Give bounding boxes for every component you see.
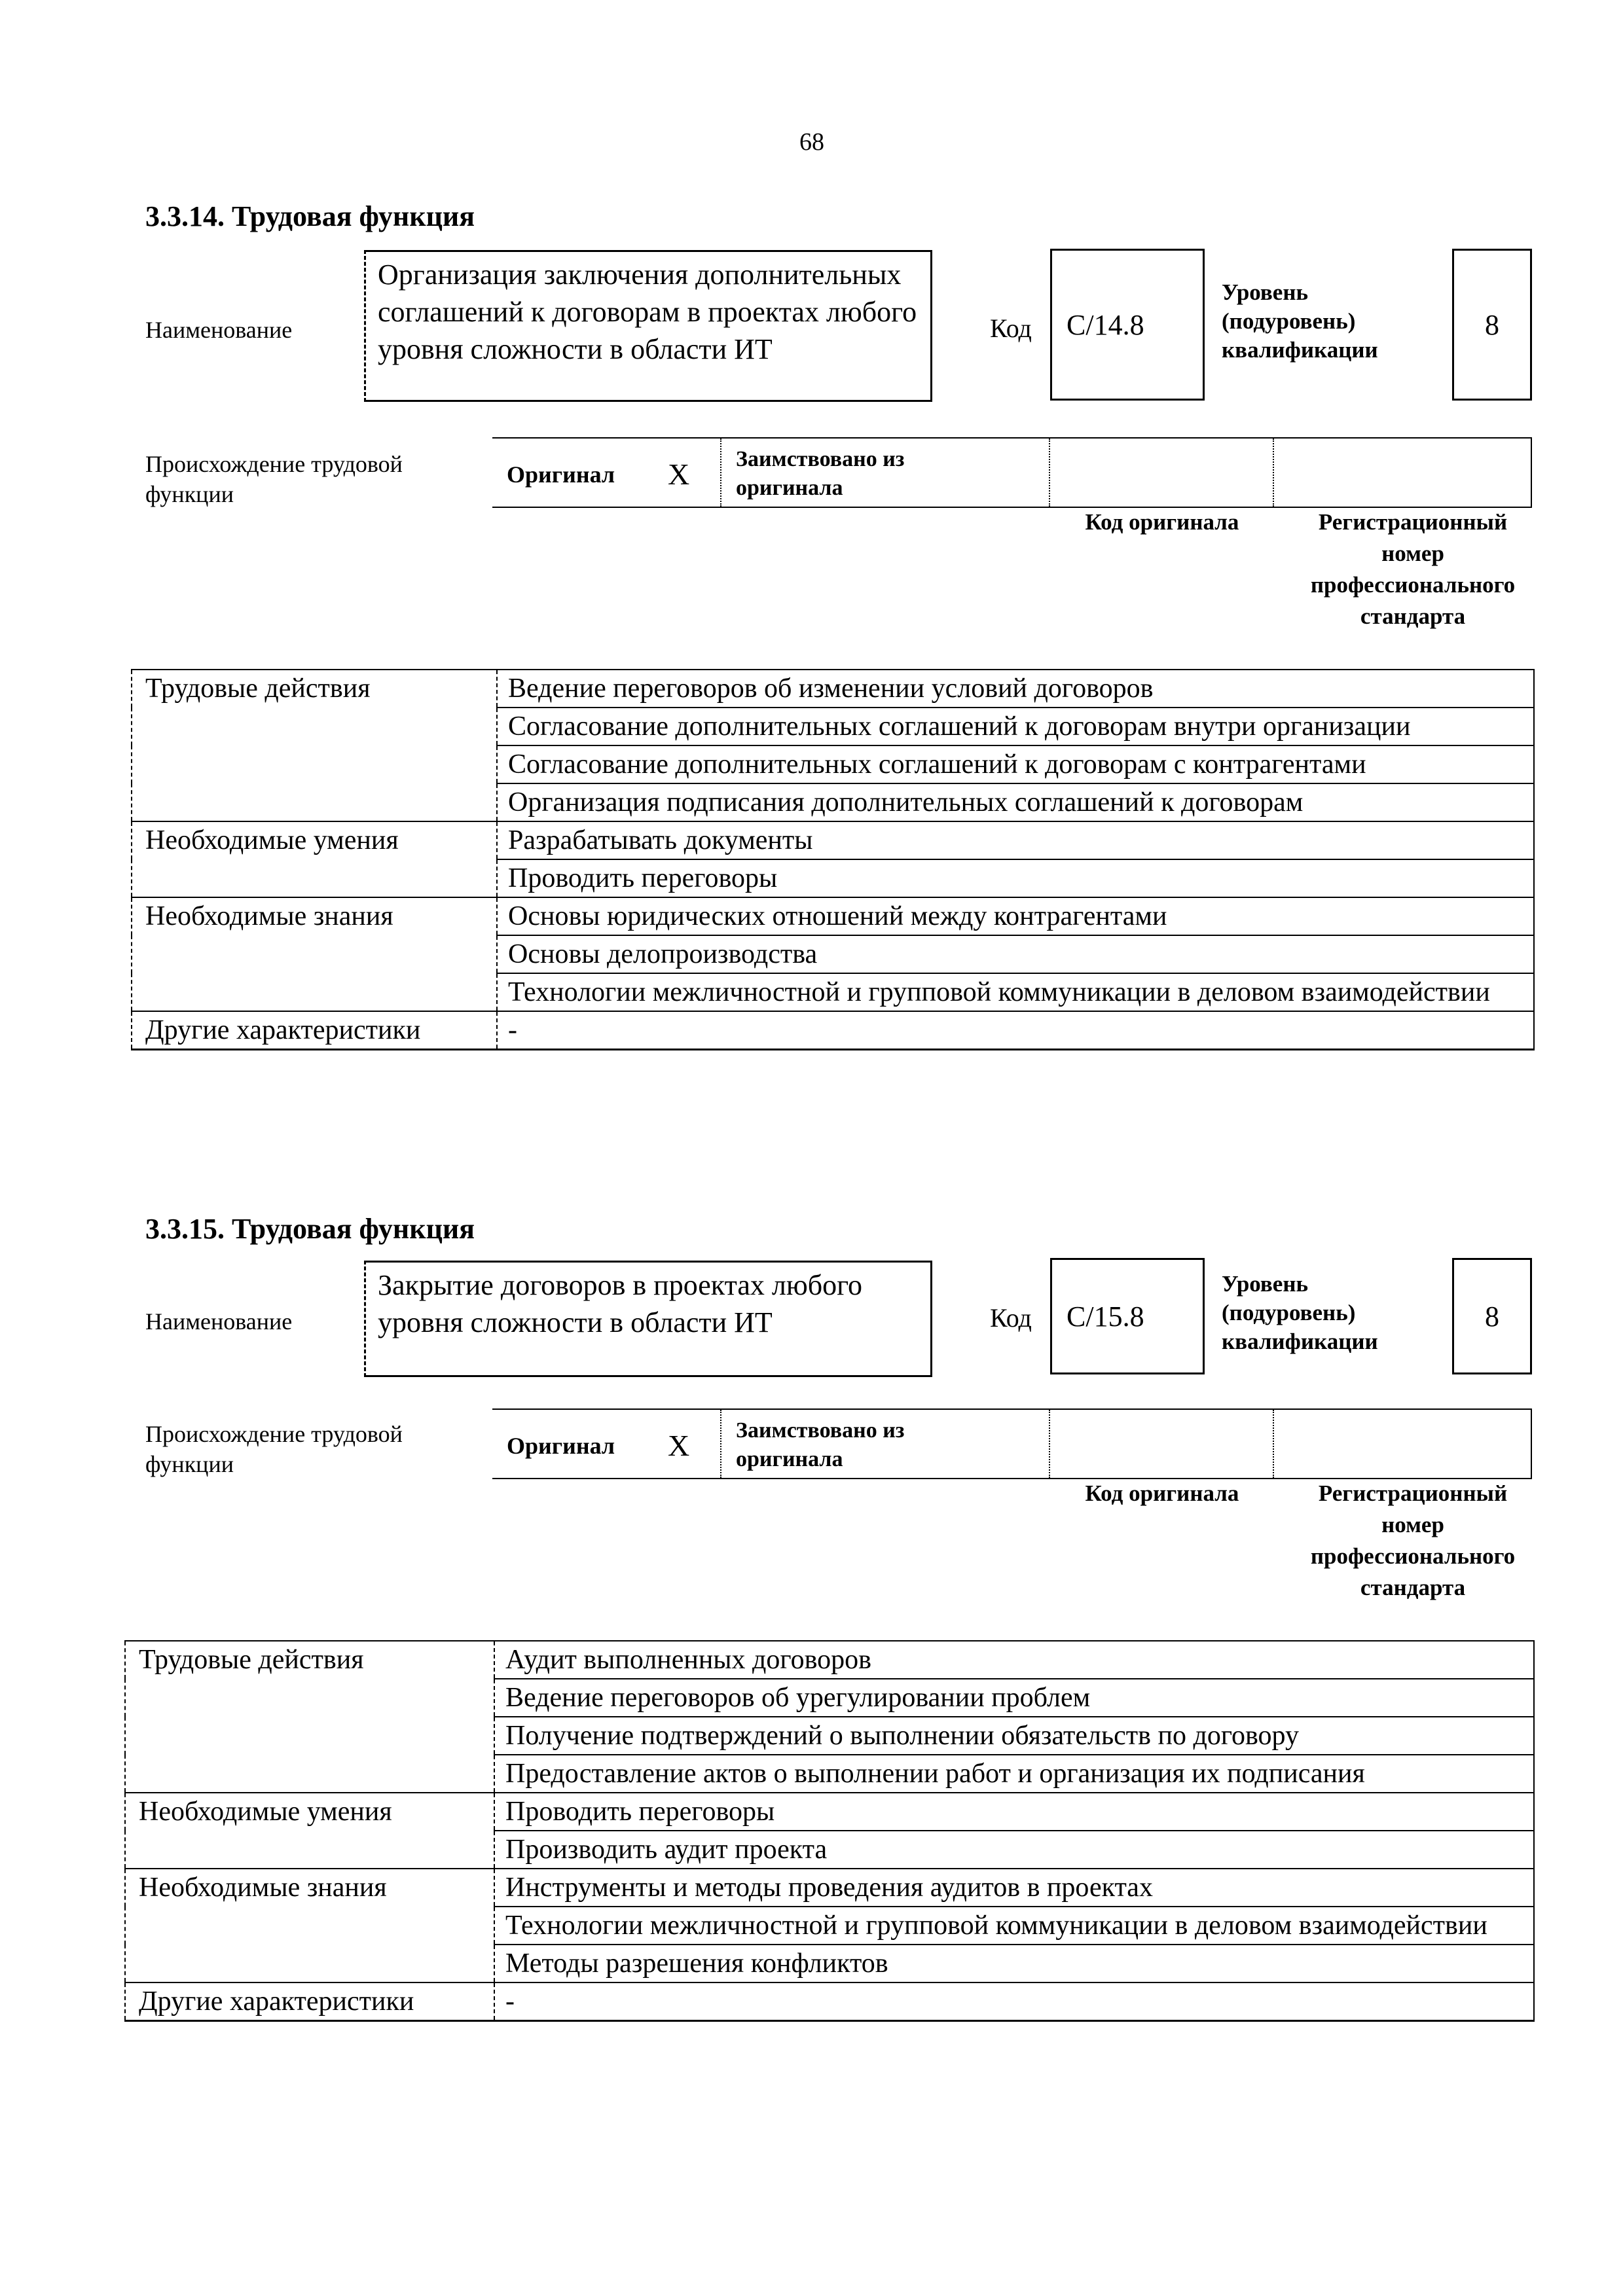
code-value: C/15.8	[1067, 1300, 1144, 1333]
origin-borrowed-cell	[721, 1410, 1050, 1478]
knowledge-item: Основы делопроизводства	[497, 935, 1534, 973]
labor-actions-label: Трудовые действия	[125, 1641, 494, 1793]
origin-original-label: Оригинал	[507, 1433, 615, 1459]
other-label: Другие характеристики	[125, 1982, 494, 2021]
level-value: 8	[1485, 308, 1499, 341]
code-box	[1050, 249, 1205, 401]
knowledge-item: Технологии межличностной и групповой коммуникации в деловом взаимодействии	[494, 1907, 1534, 1945]
other-value: -	[494, 1982, 1534, 2021]
origin-reg-caption: Регистрационный номер профессионального стандарта	[1310, 509, 1516, 629]
knowledge-item: Технологии межличностной и групповой коммуникации в деловом взаимодействии	[497, 973, 1534, 1011]
origin-original-cell	[492, 1410, 721, 1478]
function-name: Организация заключения дополнительных соглашений к договорам в проектах любого уровня сложности в области ИТ	[378, 259, 917, 365]
skill-item: Проводить переговоры	[494, 1793, 1534, 1831]
origin-borrowed-label: Заимствовано из оригинала	[736, 447, 905, 500]
page-number: 68	[799, 128, 824, 156]
skill-item: Производить аудит проекта	[494, 1831, 1534, 1869]
labor-actions-label: Трудовые действия	[132, 670, 497, 821]
origin-borrowed-label: Заимствовано из оригинала	[736, 1418, 905, 1471]
details-table	[131, 669, 1535, 1050]
origin-reg-caption: Регистрационный номер профессионального стандарта	[1310, 1480, 1516, 1600]
skills-label: Необходимые умения	[125, 1793, 494, 1869]
origin-reg-cell	[1274, 439, 1532, 507]
labor-action-item: Предоставление актов о выполнении работ и организация их подписания	[494, 1755, 1534, 1793]
origin-code-caption: Код оригинала	[1085, 1480, 1239, 1506]
origin-code-caption: Код оригинала	[1085, 509, 1239, 535]
details-table	[124, 1640, 1535, 2022]
code-value: C/14.8	[1067, 308, 1144, 341]
code-label: Код	[990, 1303, 1032, 1333]
name-label: Наименование	[145, 1308, 293, 1335]
level-label: Уровень (подуровень) квалификации	[1222, 279, 1378, 363]
knowledge-label: Необходимые знания	[132, 897, 497, 1011]
origin-code-cell	[1050, 439, 1274, 507]
origin-borrowed-cell	[721, 439, 1050, 507]
knowledge-item: Инструменты и методы проведения аудитов в проектах	[494, 1869, 1534, 1907]
function-name: Закрытие договоров в проектах любого уровня сложности в области ИТ	[378, 1269, 863, 1338]
level-value: 8	[1485, 1300, 1499, 1333]
origin-original-label: Оригинал	[507, 461, 615, 488]
labor-action-item: Организация подписания дополнительных соглашений к договорам	[497, 783, 1534, 821]
labor-action-item: Ведение переговоров об урегулировании проблем	[494, 1679, 1534, 1717]
origin-reg-cell	[1274, 1410, 1532, 1478]
function-name-box	[364, 1261, 932, 1377]
origin-row	[492, 1408, 1532, 1479]
knowledge-item: Основы юридических отношений между контрагентами	[497, 897, 1534, 935]
other-value: -	[497, 1011, 1534, 1050]
code-label: Код	[990, 314, 1032, 343]
skill-item: Разрабатывать документы	[497, 821, 1534, 859]
name-label: Наименование	[145, 317, 293, 343]
labor-action-item: Согласование дополнительных соглашений к договорам с контрагентами	[497, 745, 1534, 783]
level-box	[1452, 249, 1532, 401]
labor-action-item: Аудит выполненных договоров	[494, 1641, 1534, 1679]
skills-label: Необходимые умения	[132, 821, 497, 897]
level-label: Уровень (подуровень) квалификации	[1222, 1271, 1378, 1354]
knowledge-item: Методы разрешения конфликтов	[494, 1945, 1534, 1982]
origin-code-cell	[1050, 1410, 1274, 1478]
origin-label: Происхождение трудовой функции	[145, 1421, 403, 1477]
labor-action-item: Ведение переговоров об изменении условий договоров	[497, 670, 1534, 708]
function-name-box	[364, 250, 932, 402]
origin-original-cell	[492, 439, 721, 507]
section-title: 3.3.15. Трудовая функция	[145, 1213, 475, 1245]
other-label: Другие характеристики	[132, 1011, 497, 1050]
origin-label: Происхождение трудовой функции	[145, 451, 403, 507]
origin-mark: X	[668, 1429, 690, 1462]
labor-action-item: Согласование дополнительных соглашений к договорам внутри организации	[497, 708, 1534, 745]
section-title: 3.3.14. Трудовая функция	[145, 200, 475, 232]
origin-mark: X	[668, 457, 690, 491]
knowledge-label: Необходимые знания	[125, 1869, 494, 1982]
labor-action-item: Получение подтверждений о выполнении обязательств по договору	[494, 1717, 1534, 1755]
origin-row	[492, 437, 1532, 508]
code-box	[1050, 1258, 1205, 1374]
skill-item: Проводить переговоры	[497, 859, 1534, 897]
level-box	[1452, 1258, 1532, 1374]
